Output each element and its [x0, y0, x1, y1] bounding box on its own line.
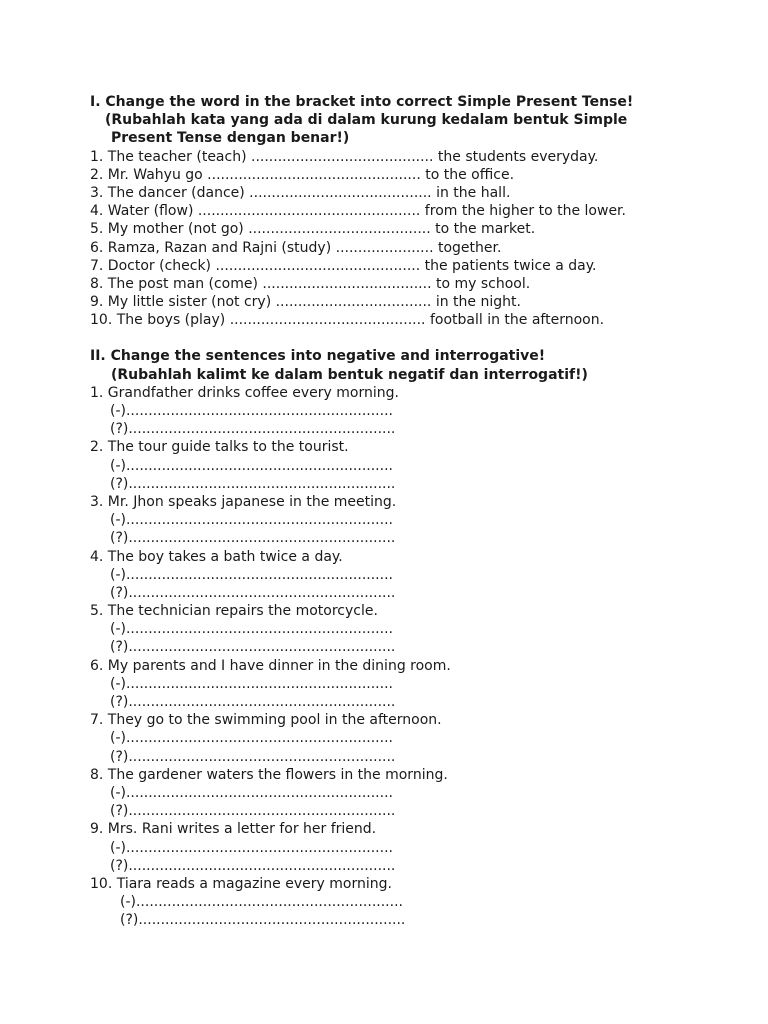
exercise2-item: 6. My parents and I have dinner in the dining room.	[90, 657, 451, 674]
exercise1-item: 9. My little sister (not cry) ................................... in the night.	[90, 294, 521, 311]
interrogative-answer-blank: (?)............................................................	[110, 748, 396, 765]
negative-answer-blank: (-)............................................................	[120, 894, 403, 911]
section2-title: II. Change the sentences into negative and interrogative!	[90, 348, 546, 365]
exercise2-item: 7. They go to the swimming pool in the afternoon.	[90, 712, 442, 729]
section1-subtitle-cont: Present Tense dengan benar!)	[111, 130, 350, 147]
interrogative-answer-blank: (?)............................................................	[110, 421, 396, 438]
interrogative-answer-blank: (?)............................................................	[110, 694, 396, 710]
exercise2-item: 2. The tour guide talks to the tourist.	[90, 439, 349, 456]
exercise1-item: 6. Ramza, Razan and Rajni (study) ...................... together.	[90, 239, 502, 256]
exercise1-item: 2. Mr. Wahyu go ................................................ to the office.	[90, 166, 515, 183]
exercise1-item: 3. The dancer (dance) ......................................... in the hall.	[90, 184, 511, 201]
exercise1-item: 7. Doctor (check) .............................................. the patients twice a day.	[90, 257, 597, 274]
exercise2-item: 4. The boy takes a bath twice a day.	[90, 548, 343, 565]
section1-subtitle: (Rubahlah kata yang ada di dalam kurung kedalam bentuk Simple	[105, 112, 628, 129]
exercise2-item: 10. Tiara reads a magazine every morning.	[90, 875, 392, 892]
exercise1-item: 8. The post man (come) ...................................... to my school.	[90, 275, 531, 292]
interrogative-answer-blank: (?)............................................................	[110, 475, 396, 492]
negative-answer-blank: (-)............................................................	[110, 512, 393, 529]
exercise1-item: 1. The teacher (teach) ......................................... the students everyday.	[90, 148, 599, 165]
negative-answer-blank: (-)............................................................	[110, 566, 393, 583]
worksheet	[90, 93, 730, 929]
section2-subtitle: (Rubahlah kalimt ke dalam bentuk negatif dan interrogatif!)	[111, 366, 588, 383]
negative-answer-blank: (-)............................................................	[110, 839, 393, 856]
interrogative-answer-blank: (?)............................................................	[120, 912, 406, 929]
interrogative-answer-blank: (?)............................................................	[110, 639, 396, 656]
section1-title: I. Change the word in the bracket into correct Simple Present Tense!	[90, 94, 634, 110]
exercise2-item: 1. Grandfather drinks coffee every morning.	[90, 384, 399, 401]
exercise2-item: 5. The technician repairs the motorcycle.	[90, 603, 378, 620]
exercise2-item: 9. Mrs. Rani writes a letter for her friend.	[90, 821, 377, 838]
exercise2-item: 3. Mr. Jhon speaks japanese in the meeting.	[90, 493, 397, 510]
negative-answer-blank: (-)............................................................	[110, 621, 393, 638]
exercise1-item: 10. The boys (play) ............................................ football in the afternoon.	[90, 312, 605, 329]
interrogative-answer-blank: (?)............................................................	[110, 803, 396, 820]
interrogative-answer-blank: (?)............................................................	[110, 584, 396, 601]
section-gap	[90, 329, 730, 347]
negative-answer-blank: (-)............................................................	[110, 730, 393, 747]
exercise1-item: 5. My mother (not go) ......................................... to the market.	[90, 221, 536, 238]
negative-answer-blank: (-)............................................................	[110, 784, 393, 801]
interrogative-answer-blank: (?)............................................................	[110, 857, 396, 874]
exercise2-item: 8. The gardener waters the flowers in the morning.	[90, 766, 448, 783]
interrogative-answer-blank: (?)............................................................	[110, 530, 396, 547]
negative-answer-blank: (-)............................................................	[110, 403, 393, 419]
negative-answer-blank: (-)............................................................	[110, 675, 393, 692]
exercise1-item: 4. Water (flow) .................................................. from the higher to the lower.	[90, 203, 626, 220]
negative-answer-blank: (-)............................................................	[110, 457, 393, 474]
